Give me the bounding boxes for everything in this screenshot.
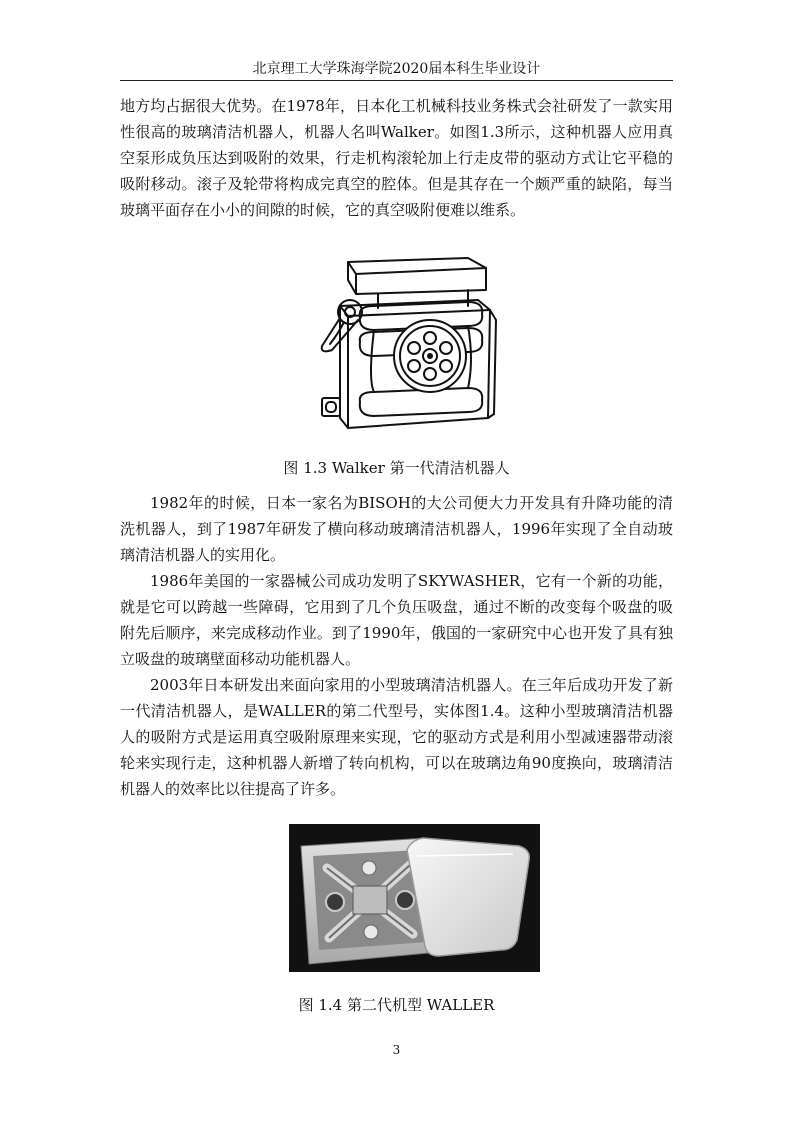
figure-1-4-caption: 图 1.4 第二代机型 WALLER xyxy=(298,996,495,1014)
paragraph-skywasher: 1986年美国的一家器械公司成功发明了SKYWASHER，它有一个新的功能，就是它可以跨越一些障碍，它用到了几个负压吸盘，通过不断的改变每个吸盘的吸附先后顺序，来完成移动作业。到了1990年，俄国的一家研究中心也开发了具有独立吸盘的玻璃壁面移动功能机器人。 xyxy=(120,572,673,668)
header-divider xyxy=(120,80,673,81)
paragraph-bisoh: 1982年的时候，日本一家名为BISOH的大公司便大力开发具有升降功能的清洗机器人，到了1987年研发了横向移动玻璃清洁机器人，1996年实现了全自动玻璃清洁机器人的实用化。 xyxy=(120,494,673,564)
page-header: 北京理工大学珠海学院2020届本科生毕业设计 xyxy=(252,61,541,77)
paragraph-waller: 2003年日本研发出来面向家用的小型玻璃清洁机器人。在三年后成功开发了新一代清洁机器人，是WALLER的第二代型号，实体图1.4。这种小型玻璃清洁机器人的吸附方式是运用真空吸附原理来实现，它的驱动方式是利用小型减速器带动滚轮来实现行走，这种机器人新增了转向机构，可以在玻璃边角90度换向，玻璃清洁机器人的效率比以往提高了许多。 xyxy=(120,676,673,798)
paragraph-walker-history: 地方均占据很大优势。在1978年，日本化工机械科技业务株式会社研发了一款实用性很高的玻璃清洁机器人，机器人名叫Walker。如图1.3所示，这种机器人应用真空泵形成负压达到吸附的效果，行走机构滚轮加上行走皮带的驱动方式让它平稳的吸附移动。滚子及轮带将构成完真空的腔体。但是其存在一个颇严重的缺陷，每当玻璃平面存在小小的间隙的时候，它的真空吸附便难以维系。 xyxy=(120,97,673,219)
page-number: 3 xyxy=(392,1043,401,1057)
figure-1-3-caption: 图 1.3 Walker 第一代清洁机器人 xyxy=(283,459,510,477)
figure-walker-robot-drawing xyxy=(318,250,498,432)
figure-waller-robot-photo xyxy=(289,824,540,972)
